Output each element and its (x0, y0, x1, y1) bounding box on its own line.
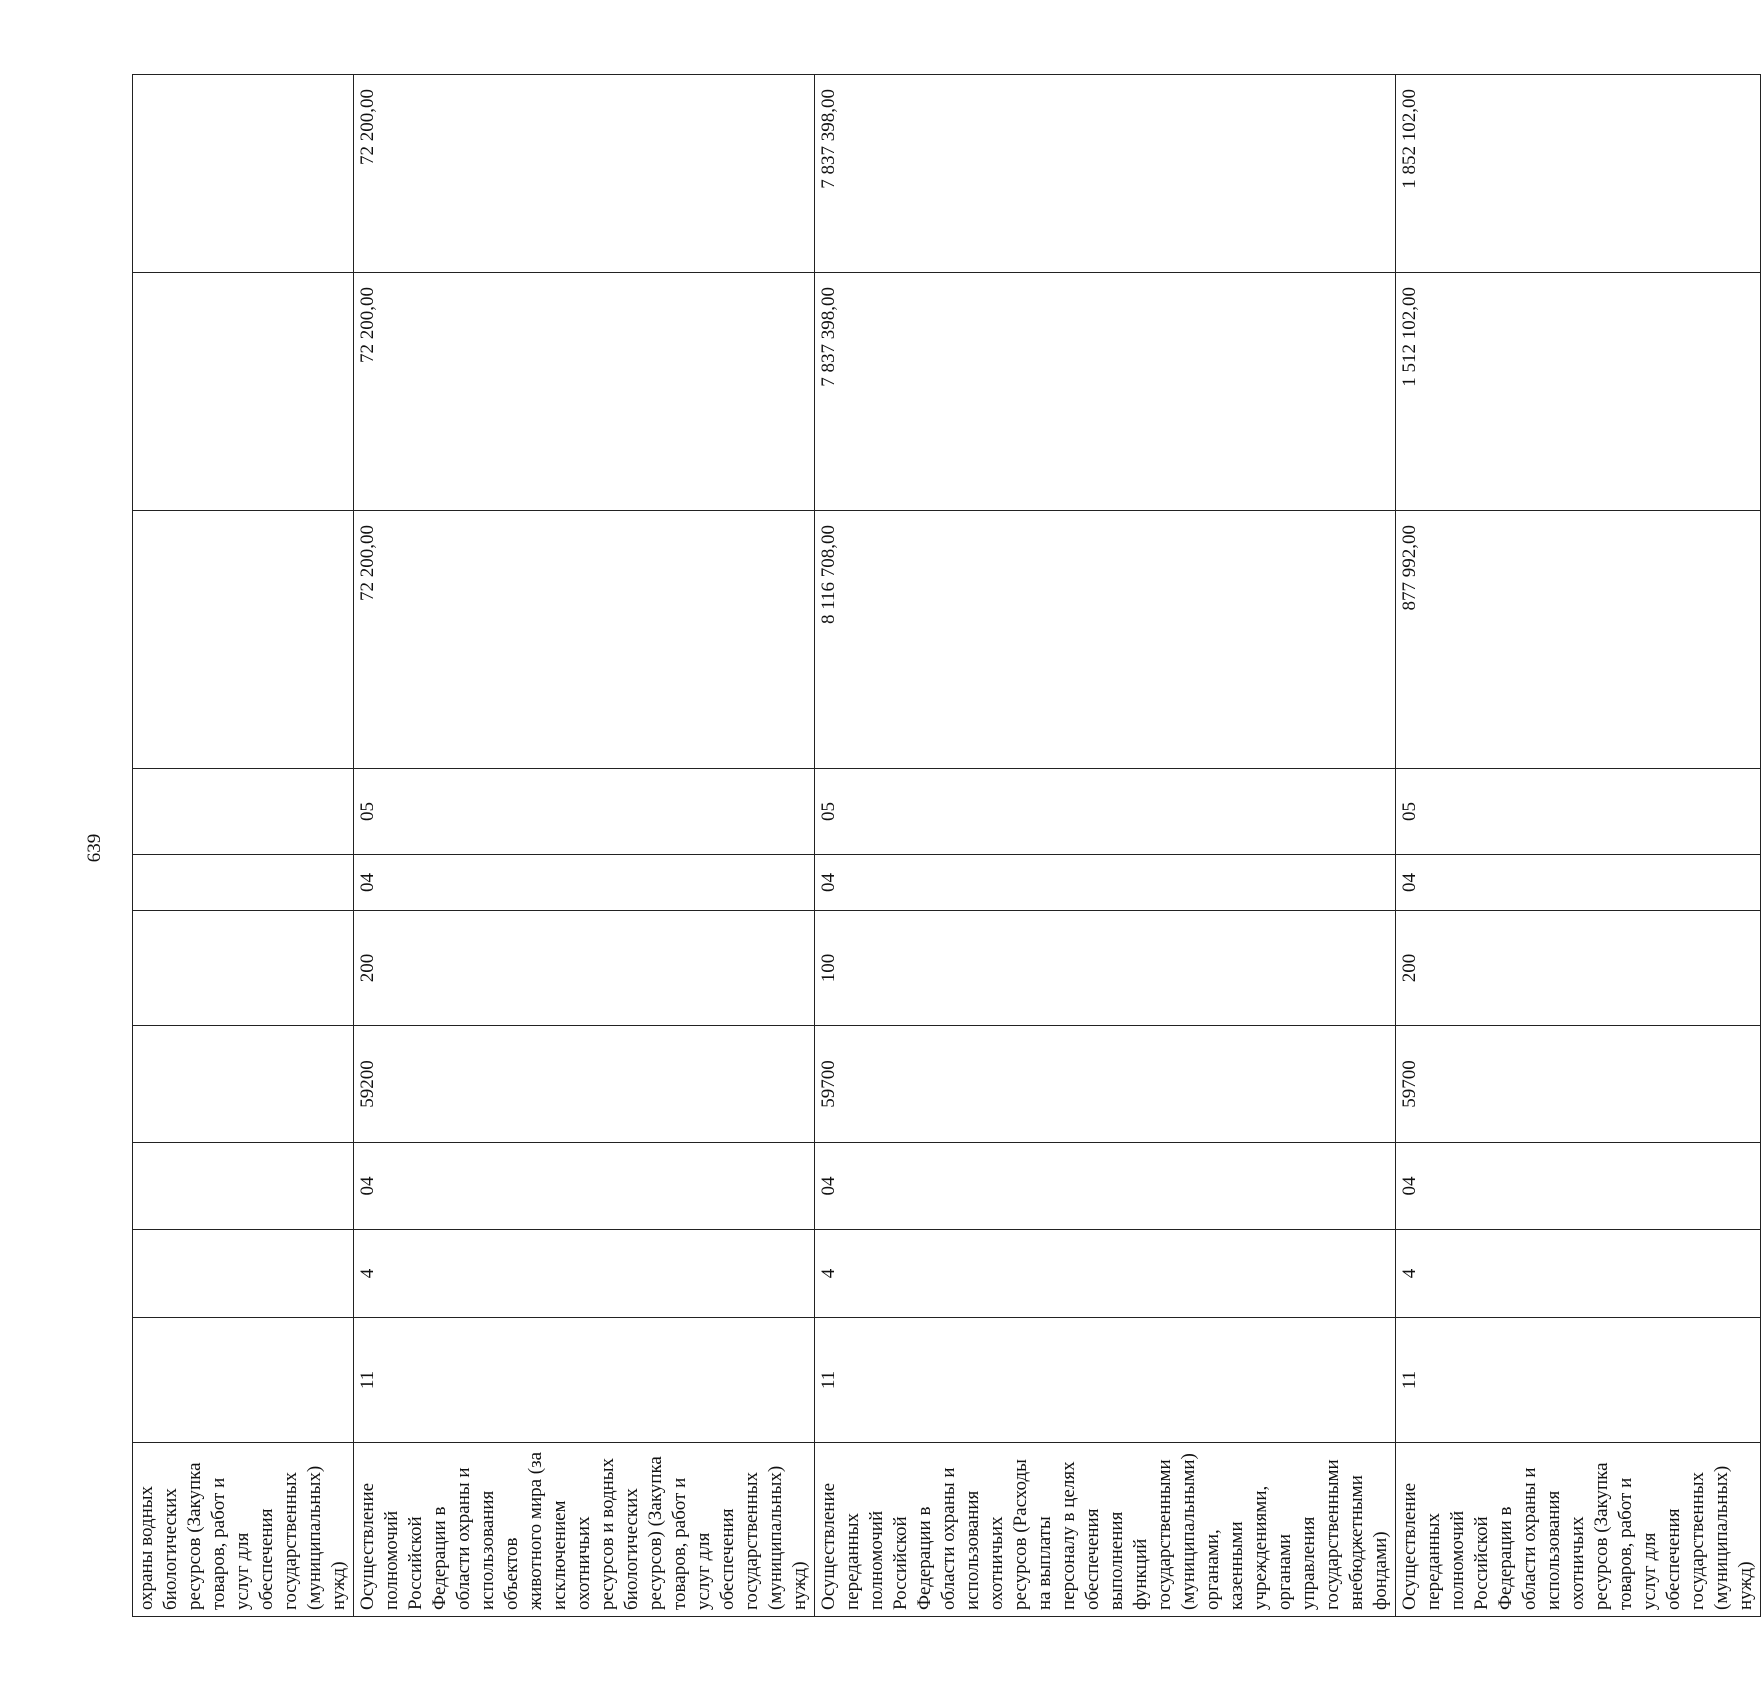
row-code1: 04 (1396, 855, 1761, 911)
row-amount-2: 72 200,00 (354, 273, 815, 511)
row-rz: 11 (815, 1318, 1396, 1443)
row-csr: 04 (354, 1143, 815, 1230)
row-csr2 (133, 1026, 354, 1143)
row-code1: 04 (354, 855, 815, 911)
row-amount-2: 1 512 102,00 (1396, 273, 1761, 511)
budget-table (132, 74, 1761, 1617)
row-code2: 05 (1396, 769, 1761, 855)
row-amount-3: 72 200,00 (354, 75, 815, 273)
row-amount-3: 7 837 398,00 (815, 75, 1396, 273)
row-code2 (133, 769, 354, 855)
row-code1: 04 (815, 855, 1396, 911)
row-vr (133, 911, 354, 1026)
row-amount-1 (133, 511, 354, 769)
table-row (815, 75, 1396, 1617)
row-vr: 200 (354, 911, 815, 1026)
row-pr: 4 (354, 1230, 815, 1318)
row-rz: 11 (354, 1318, 815, 1443)
table-row (1396, 75, 1761, 1617)
table-row (133, 75, 354, 1617)
row-code2: 05 (354, 769, 815, 855)
row-amount-1: 8 116 708,00 (815, 511, 1396, 769)
row-name: Осуществление переданных полномочий Российской Федерации в области охраны и использования охотничьих ресурсов (Закупка товаров, работ и услуг для обеспечения государственных (муниципальных) нужд) (1396, 1443, 1761, 1617)
row-amount-3 (133, 75, 354, 273)
row-pr: 4 (1396, 1230, 1761, 1318)
row-pr (133, 1230, 354, 1318)
table-row (354, 75, 815, 1617)
row-amount-1: 877 992,00 (1396, 511, 1761, 769)
row-name: Осуществление переданных полномочий Российской Федерации в области охраны и использования охотничьих ресурсов (Расходы на выплаты персоналу в целях обеспечения выполнения функций государственными (муниципальными) органами, казенными учреждениями, органами управления государственными внебюджетными фондами) (815, 1443, 1396, 1617)
row-code1 (133, 855, 354, 911)
row-name: Осуществление полномочий Российской Федерации в области охраны и использования объектов животного мира (за исключением охотничьих ресурсов и водных биологических ресурсов) (Закупка товаров, работ и услуг для обеспечения государственных (муниципальных) нужд) (354, 1443, 815, 1617)
row-amount-2 (133, 273, 354, 511)
row-pr: 4 (815, 1230, 1396, 1318)
row-vr: 100 (815, 911, 1396, 1026)
row-csr2: 59700 (815, 1026, 1396, 1143)
row-code2: 05 (815, 769, 1396, 855)
rotated-table-container (132, 75, 1756, 1617)
page-number: 639 (84, 833, 105, 863)
row-csr2: 59200 (354, 1026, 815, 1143)
row-vr: 200 (1396, 911, 1761, 1026)
row-amount-3: 1 852 102,00 (1396, 75, 1761, 273)
row-csr: 04 (815, 1143, 1396, 1230)
row-rz: 11 (1396, 1318, 1761, 1443)
row-csr (133, 1143, 354, 1230)
row-amount-2: 7 837 398,00 (815, 273, 1396, 511)
row-name: охраны водных биологических ресурсов (Закупка товаров, работ и услуг для обеспечения государственных (муниципальных) нужд) (133, 1443, 354, 1617)
row-csr: 04 (1396, 1143, 1761, 1230)
row-csr2: 59700 (1396, 1026, 1761, 1143)
row-rz (133, 1318, 354, 1443)
row-amount-1: 72 200,00 (354, 511, 815, 769)
